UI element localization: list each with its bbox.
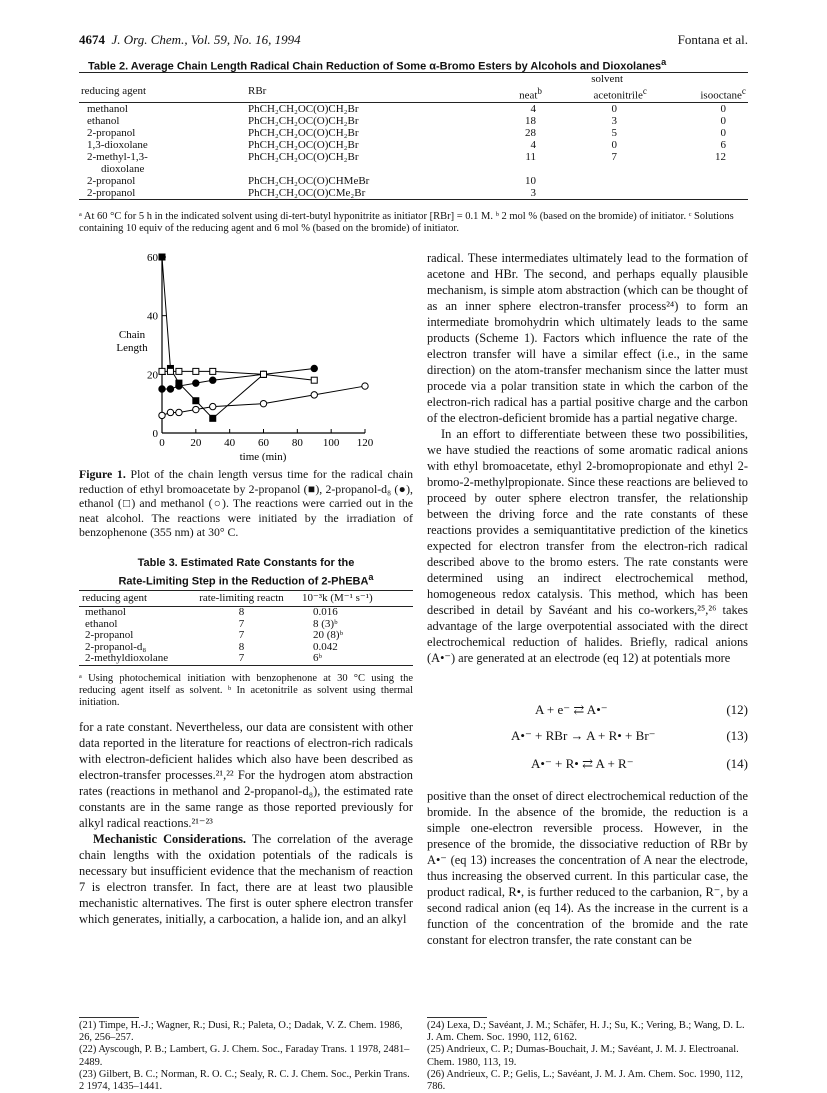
- data-point: [311, 377, 317, 383]
- data-point: [210, 403, 216, 409]
- data-point: [159, 412, 165, 418]
- table-cell: 3: [530, 186, 536, 199]
- figure1-chart: [116, 250, 390, 465]
- data-point: [362, 383, 368, 389]
- table-cell: 18: [525, 114, 536, 127]
- y-tick-label: 0: [152, 428, 158, 440]
- t2-col-head: neat$^b$: [519, 86, 542, 102]
- table-cell: 2-methyldioxolane: [85, 652, 169, 664]
- table-cell: [544, 175, 649, 187]
- x-tick-label: 60: [258, 437, 269, 449]
- table-cell: [649, 163, 748, 175]
- data-point: [210, 377, 216, 383]
- table-cell: PhCH₂CH₂OC(O)CHMeBr: [248, 174, 370, 187]
- data-point: [210, 415, 216, 421]
- series-line-0: [162, 257, 264, 418]
- y-tick-label: 20: [147, 369, 158, 382]
- table-cell: 2-propanol-d₈: [85, 640, 147, 653]
- table-cell: 2-propanol: [87, 126, 136, 139]
- reference: (21) Timpe, H.-J.; Wagner, R.; Dusi, R.; Paleta, O.; Dadak, V. Z. Chem. 1986, 26, 256–257.: [79, 1020, 403, 1044]
- left-column-text: [79, 719, 413, 927]
- table-cell: methanol: [87, 102, 128, 115]
- table-row: [79, 163, 748, 175]
- x-tick-label: 0: [159, 437, 165, 449]
- y-tick-label: 40: [147, 310, 158, 323]
- reference: (25) Andrieux, C. P.; Dumas-Bouchait, J. M.; Savéant, J. M. J. Electroanal. Chem. 1980, 113, 19.: [427, 1044, 739, 1068]
- data-point: [193, 380, 199, 386]
- table2-caption: Table 2. Average Chain Length Radical Chain Reduction of Some α-Bromo Esters by Alcohols and Dioxolanes$^a$: [88, 57, 667, 73]
- table-cell: [439, 163, 544, 175]
- x-axis-label: time (min): [239, 451, 287, 463]
- x-tick-label: 120: [356, 437, 374, 449]
- journal-citation: J. Org. Chem., Vol. 59, No. 16, 1994: [111, 32, 301, 47]
- footnote-rule: [79, 1017, 139, 1018]
- table3: [79, 590, 413, 666]
- solvent-header: solvent: [591, 73, 623, 85]
- author-header: Fontana et al.: [677, 32, 748, 47]
- data-point: [167, 368, 173, 374]
- data-point: [193, 406, 199, 412]
- data-point: [176, 409, 182, 415]
- table-row: [79, 102, 748, 115]
- data-point: [159, 254, 165, 260]
- table-cell: methanol: [85, 606, 126, 618]
- table-row: [79, 175, 748, 187]
- table-cell: ethanol: [87, 114, 120, 127]
- data-point: [159, 368, 165, 374]
- t2-col-head: acetonitrile$^c$: [593, 86, 647, 102]
- table-cell: 1,3-dioxolane: [87, 138, 148, 151]
- t2-col-head: reducing agent: [81, 85, 147, 97]
- table3-footnote: ᵃ Using photochemical initiation with benzophenone at 30 °C using the reducing agent itself as solvent. ᵇ In acetonitrile as solvent using thermal initiation.: [79, 673, 413, 708]
- table-cell: [544, 187, 649, 200]
- x-tick-label: 20: [190, 437, 202, 449]
- data-point: [311, 392, 317, 398]
- t2-col-head: RBr: [248, 85, 267, 97]
- data-point: [159, 386, 165, 392]
- table-cell: 8 (3)ᵇ: [313, 617, 338, 630]
- table-cell: 2-propanol: [85, 629, 134, 641]
- page-number: 4674: [79, 32, 105, 47]
- paragraph: radical. These intermediates ultimately lead to the formation of acetone and HBr. The second, and perhaps equally plausible mechanism, is simple atom abstraction (which can be thought of as an inner sphere electron-transfer process²⁴) to form an intermediate bromohydrin which ultimately leads to the same products (Scheme 1). Factors which influence the rate of the electron transfer will have a similar effect (i.e., in the same direction) on the atom-transfer mechanism since the latter must procede via a polar transition state in which the carbon of the electron-rich radical has a partial positive charge and the carbon of the electron-deficient bromide has a partial negative charge.: [427, 251, 748, 425]
- table-cell: [649, 187, 748, 200]
- table-cell: 20 (8)ᵇ: [313, 629, 343, 641]
- table-cell: 3: [611, 114, 617, 127]
- data-point: [167, 409, 173, 415]
- right-column-text-cont: [427, 788, 748, 948]
- table-cell: 7: [238, 652, 245, 664]
- table-cell: 0.016: [313, 606, 338, 618]
- references-left: [79, 1020, 413, 1093]
- t2-col-head: isooctane$^c$: [700, 86, 746, 102]
- table-cell: PhCH₂CH₂OC(O)CH₂Br: [248, 126, 359, 139]
- table-cell: 10: [525, 174, 536, 187]
- reference: (26) Andrieux, C. P.; Gelis, L.; Savéant, J. M. J. Am. Chem. Soc. 1990, 112, 786.: [427, 1068, 743, 1093]
- table-cell: PhCH₂CH₂OC(O)CH₂Br: [248, 102, 359, 115]
- x-tick-label: 80: [291, 437, 303, 449]
- table-cell: 2-propanol: [87, 174, 136, 187]
- y-tick-label: 60: [147, 252, 158, 264]
- table-cell: PhCH₂CH₂OC(O)CH₂Br: [248, 150, 359, 163]
- table-row: [79, 127, 748, 139]
- table-cell: 4: [530, 138, 536, 151]
- x-tick-label: 100: [322, 437, 340, 449]
- table-cell: 6: [720, 138, 726, 151]
- data-point: [193, 398, 199, 404]
- table-cell: 4: [530, 102, 536, 115]
- table-row: [79, 607, 413, 619]
- table-cell: 0: [611, 138, 617, 151]
- table-cell: 5: [611, 126, 617, 139]
- figure1-caption: Figure 1. Plot of the chain length versus time for the radical chain reduction of ethyl bromoacetate by 2-propanol (■), 2-propanol-d₈ (●), ethanol (□) and methanol (○). The reactions were carried out in the neat alcohol. The reactions were initiated by the irradiation of benzophenone (355 nm) at 30° C.: [79, 467, 413, 539]
- table-cell: 8: [238, 640, 245, 653]
- paragraph: for a rate constant. Nevertheless, our data are consistent with other data reported in the literature for reactions of electron-rich radicals with electron-deficient halides which also have been described as electron-transfer processes.²¹,²² For the hydrogen atom abstraction rates (reactions in methanol and 2-propanol-d₈), the estimated rate constants are in the same range as those reported previously for alkyl radical reactions.²¹⁻²³: [79, 720, 413, 830]
- table-cell: PhCH₂CH₂OC(O)CMe₂Br: [248, 186, 366, 199]
- t3-col-head: 10⁻³k (M⁻¹ s⁻¹): [302, 591, 373, 604]
- table-cell: 8: [238, 606, 245, 618]
- data-point: [167, 386, 173, 392]
- table-cell: 0: [611, 102, 617, 115]
- table-cell: [544, 163, 649, 175]
- references-right: [427, 1020, 748, 1093]
- paragraph: In an effort to differentiate between these two possibilities, we have studied the reactions of some aromatic radical anions with ethyl bromoacetate, ethyl 2-bromopropionate and ethyl 2-bromo-2-methylpropionate. Since these reactions are believed to proceed by outer sphere electron transfer, the relationship between the driving force and the rate constants of these reactions provides a semiquantitative prediction of the kinetics expected for electron transfer from the electron-rich radical described above to the bromo esters. The rate constants were determined using an indirect electrochemical method, homogeneous redox catalysis. This method, which has been described in detail by Savéant and his co-workers,²⁵,²⁶ takes advantage of the large overpotential associated with the direct electrochemical reduction of halides. Briefly, radical anions (A•⁻) are generated at an electrode (eq 12) at potentials more: [427, 427, 748, 665]
- table2: [79, 73, 748, 200]
- table-row: [79, 630, 413, 642]
- reference: (22) Ayscough, P. B.; Lambert, G. J. Chem. Soc., Faraday Trans. 1 1978, 2481–2489.: [79, 1044, 410, 1068]
- y-axis-label-line2: Length: [116, 342, 148, 354]
- data-point: [260, 400, 266, 406]
- table-cell: PhCH₂CH₂OC(O)CH₂Br: [248, 114, 359, 127]
- table-cell: 7: [611, 150, 617, 163]
- data-point: [261, 371, 267, 377]
- table-cell: dioxolane: [101, 162, 145, 175]
- table-cell: 2-propanol: [87, 186, 136, 199]
- table-cell: 0: [720, 114, 726, 127]
- reference: (23) Gilbert, B. C.; Norman, R. O. C.; Sealy, R. C. J. Chem. Soc., Perkin Trans. 2 1974, 1435–1441.: [79, 1068, 410, 1093]
- t3-col-head: rate-limiting reactn: [199, 591, 284, 604]
- table-cell: ethanol: [85, 617, 118, 630]
- table-row: [79, 653, 413, 665]
- table-cell: 0: [720, 102, 726, 115]
- table-cell: [244, 163, 439, 175]
- running-header: [79, 32, 301, 48]
- table-row: [79, 139, 748, 151]
- table-cell: [649, 175, 748, 187]
- table-cell: 7: [238, 617, 245, 630]
- data-point: [210, 368, 216, 374]
- paragraph: positive than the onset of direct electrochemical reduction of the bromide. In the absence of the bromide, the reduction is a simple one-electron reversible process. However, in the presence of the bromide, the dissociative reduction of RBr by A•⁻ (eq 13) increases the concentration of A near the electrode, thus increasing the observed current. In this particular case, the product radical, R•, is further reduced to the carbanion, R⁻, by a second radical anion (eq 14). As the increase in the current is a function of the concentration of the bromide and the rate constant for electron transfer, the rate constant can be: [427, 789, 748, 947]
- right-column-text: [427, 250, 748, 666]
- y-axis-label-line1: Chain: [118, 329, 146, 341]
- footnote-rule: [427, 1017, 487, 1018]
- table-cell: 28: [525, 126, 536, 139]
- table-cell: 12: [715, 150, 726, 163]
- x-tick-label: 40: [224, 437, 236, 449]
- table-cell: 0.042: [313, 640, 338, 653]
- table-cell: 11: [525, 150, 536, 163]
- table-cell: PhCH₂CH₂OC(O)CH₂Br: [248, 138, 359, 151]
- table-row: [79, 115, 748, 127]
- t3-col-head: reducing agent: [82, 591, 148, 604]
- table-row: [79, 151, 748, 163]
- series-line-2: [162, 371, 314, 380]
- data-point: [311, 365, 317, 371]
- data-point: [193, 368, 199, 374]
- table-cell: 0: [720, 126, 726, 139]
- table-cell: 2-methyl-1,3-: [87, 150, 148, 163]
- reference: (24) Lexa, D.; Savéant, J. M.; Schäfer, H. J.; Su, K.; Vering, B.; Wang, D. L. J. Am. Chem. Soc. 1990, 112, 6162.: [427, 1020, 745, 1044]
- table3-caption: Table 3. Estimated Rate Constants for the Rate-Limiting Step in the Reduction of 2-PhEBA$^a$: [118, 557, 374, 588]
- table2-footnote: ᵃ At 60 °C for 5 h in the indicated solvent using di-tert-butyl hyponitrite as initiator [RBr] = 0.1 M. ᵇ 2 mol % (based on the bromide) of initiator. ᶜ Solutions containing 10 equiv of the reducing agent and 6 mol % (based on the bromide) of initiator.: [79, 211, 734, 234]
- table-cell: 6ᵇ: [313, 652, 322, 664]
- data-point: [176, 368, 182, 374]
- table-row: [79, 187, 748, 200]
- table-cell: 7: [238, 629, 245, 641]
- data-point: [176, 383, 182, 389]
- paragraph: Mechanistic Considerations. The correlation of the average chain lengths with the oxidation potentials of the radicals is necessary but insufficient evidence that the mechanism of reaction 7 is electron transfer. In fact, there are at least two plausible mechanistic alternatives. The first is outer sphere electron transfer which generates, initially, a carbocation, a halide ion, and an alkyl: [79, 832, 414, 926]
